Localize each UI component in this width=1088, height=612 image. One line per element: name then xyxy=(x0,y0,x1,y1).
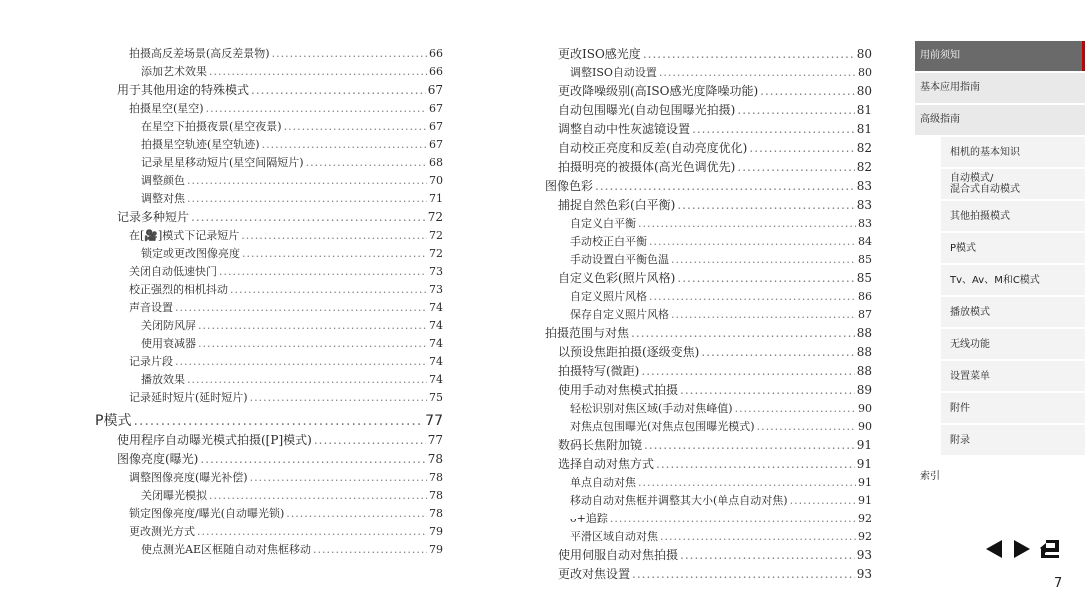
toc-entry-page: 78 xyxy=(429,507,443,520)
toc-entry-title: 选择自动对焦方式 xyxy=(558,457,655,471)
toc-entry[interactable] xyxy=(545,269,872,288)
toc-entry[interactable] xyxy=(545,82,872,101)
toc-leader-dots xyxy=(641,362,854,381)
toc-entry[interactable] xyxy=(95,353,443,371)
page-number: 7 xyxy=(1054,576,1063,591)
toc-leader-dots xyxy=(187,190,427,208)
toc-entry-title: 记录片段 xyxy=(129,355,173,368)
sidebar-item[interactable] xyxy=(941,265,1085,297)
toc-entry[interactable] xyxy=(95,487,443,505)
toc-leader-dots xyxy=(735,400,856,418)
toc-entry-page: 68 xyxy=(429,156,443,169)
toc-entry-title: 更改ISO感光度 xyxy=(558,47,641,61)
toc-leader-dots xyxy=(133,407,423,431)
toc-entry-page: 93 xyxy=(856,567,872,581)
sidebar-item-label: 用前须知 xyxy=(920,50,960,61)
toc-entry-page: 92 xyxy=(858,530,872,543)
toc-entry-title: 使点测光AE区框随自动对焦框移动 xyxy=(141,543,311,556)
toc-entry-page: 74 xyxy=(429,301,443,314)
toc-entry-title: 记录多种短片 xyxy=(117,210,190,224)
toc-entry-page: 92 xyxy=(858,512,872,525)
toc-entry[interactable] xyxy=(545,324,872,343)
toc-leader-dots xyxy=(671,306,856,324)
toc-entry-page: 91 xyxy=(858,476,872,489)
toc-entry[interactable] xyxy=(95,450,443,469)
toc-entry-title: ᴗ+追踪 xyxy=(570,512,608,525)
toc-entry-title: 以预设焦距拍摄(逐级变焦) xyxy=(558,345,700,359)
toc-leader-dots xyxy=(313,541,427,559)
toc-leader-dots xyxy=(198,335,427,353)
toc-leader-dots xyxy=(197,523,427,541)
toc-entry-page: 74 xyxy=(429,319,443,332)
toc-entry[interactable] xyxy=(545,251,872,269)
toc-leader-dots xyxy=(680,546,855,565)
toc-leader-dots xyxy=(187,371,427,389)
toc-entry-title: 在[🎥]模式下记录短片 xyxy=(129,229,240,242)
toc-entry-page: 85 xyxy=(858,253,872,266)
toc-entry-page: 78 xyxy=(429,471,443,484)
sidebar-item[interactable] xyxy=(915,41,1085,73)
toc-entry-title: 调整自动中性灰滤镜设置 xyxy=(558,122,691,136)
toc-entry-title: 捕捉自然色彩(白平衡) xyxy=(558,198,676,212)
toc-entry-title: 移动自动对焦框并调整其大小(单点自动对焦) xyxy=(570,494,788,507)
toc-entry-page: 72 xyxy=(429,229,443,242)
toc-entry[interactable] xyxy=(95,81,443,100)
sidebar-item[interactable] xyxy=(941,169,1085,201)
sidebar-item-label: 基本应用指南 xyxy=(920,82,980,93)
toc-entry[interactable] xyxy=(95,317,443,335)
toc-entry-title: 图像亮度(曝光) xyxy=(117,452,199,466)
toc-entry-page: 80 xyxy=(856,47,872,61)
toc-entry-page: 70 xyxy=(429,174,443,187)
toc-entry-title: 锁定或更改图像亮度 xyxy=(141,247,240,260)
sidebar-item[interactable] xyxy=(915,105,1085,137)
toc-entry[interactable] xyxy=(545,196,872,215)
sidebar-item-label: P模式 xyxy=(950,242,977,254)
toc-entry-title: 图像色彩 xyxy=(545,179,594,193)
toc-entry-title: 使用程序自动曝光模式拍摄([P]模式) xyxy=(117,433,312,447)
toc-entry[interactable] xyxy=(95,136,443,154)
toc-entry-page: 67 xyxy=(429,120,443,133)
sidebar-item[interactable] xyxy=(941,233,1085,265)
next-page-icon[interactable] xyxy=(1010,537,1034,561)
toc-entry-page: 82 xyxy=(856,160,872,174)
toc-entry-page: 78 xyxy=(427,452,443,466)
toc-entry[interactable] xyxy=(95,227,443,245)
toc-entry-page: 91 xyxy=(856,438,872,452)
sidebar-item-label: 附录 xyxy=(950,434,970,446)
toc-entry-title: 手动校正白平衡 xyxy=(570,235,647,248)
toc-leader-dots xyxy=(209,487,427,505)
toc-entry-title: 关闭自动低速快门 xyxy=(129,265,217,278)
page-navigation xyxy=(982,537,1062,561)
toc-leader-dots xyxy=(677,269,854,288)
chapter-sidebar xyxy=(915,41,1085,493)
toc-leader-dots xyxy=(749,139,854,158)
toc-leader-dots xyxy=(643,45,855,64)
toc-entry-page: 93 xyxy=(856,548,872,562)
toc-leader-dots xyxy=(701,343,854,362)
toc-leader-dots xyxy=(175,353,427,371)
toc-entry-page: 78 xyxy=(429,489,443,502)
toc-entry[interactable] xyxy=(545,400,872,418)
toc-entry-title: 自定义照片风格 xyxy=(570,290,647,303)
toc-entry[interactable] xyxy=(545,288,872,306)
toc-leader-dots xyxy=(595,177,855,196)
toc-entry-title: 调整颜色 xyxy=(141,174,185,187)
toc-leader-dots xyxy=(206,100,427,118)
toc-entry[interactable] xyxy=(95,389,443,407)
toc-leader-dots xyxy=(284,118,427,136)
toc-leader-dots xyxy=(198,317,427,335)
toc-entry-page: 82 xyxy=(856,141,872,155)
toc-entry-page: 83 xyxy=(858,217,872,230)
toc-leader-dots xyxy=(191,208,426,227)
toc-entry[interactable] xyxy=(95,118,443,136)
toc-entry-page: 89 xyxy=(856,383,872,397)
toc-entry-title: 使用伺服自动对焦拍摄 xyxy=(558,548,679,562)
toc-entry-page: 66 xyxy=(429,65,443,78)
toc-entry-title: 拍摄范围与对焦 xyxy=(545,326,630,340)
toc-entry-title: 拍摄特写(微距) xyxy=(558,364,640,378)
toc-entry[interactable] xyxy=(545,528,872,546)
sidebar-item-label: 无线功能 xyxy=(950,338,990,350)
sidebar-item-label: 高级指南 xyxy=(920,114,960,125)
toc-entry-title: 记录延时短片(延时短片) xyxy=(129,391,248,404)
toc-entry-title: 拍摄明亮的被摄体(高光色调优先) xyxy=(558,160,736,174)
toc-entry-title: 调整对焦 xyxy=(141,192,185,205)
toc-leader-dots xyxy=(677,196,854,215)
toc-entry[interactable] xyxy=(545,158,872,177)
toc-entry-title: 添加艺术效果 xyxy=(141,65,207,78)
toc-entry-page: 84 xyxy=(858,235,872,248)
toc-entry-title: 锁定图像亮度/曝光(自动曝光锁) xyxy=(129,507,285,520)
toc-entry[interactable] xyxy=(95,431,443,450)
sidebar-item[interactable] xyxy=(915,73,1085,105)
toc-entry[interactable] xyxy=(95,245,443,263)
sidebar-item[interactable] xyxy=(941,137,1085,169)
toc-leader-dots xyxy=(230,281,427,299)
toc-leader-dots xyxy=(262,136,427,154)
toc-entry-title: 更改测光方式 xyxy=(129,525,195,538)
toc-entry[interactable] xyxy=(545,565,872,584)
toc-entry[interactable] xyxy=(95,335,443,353)
toc-entry[interactable] xyxy=(545,510,872,528)
toc-entry[interactable] xyxy=(545,362,872,381)
toc-entry-page: 74 xyxy=(429,355,443,368)
toc-leader-dots xyxy=(610,510,856,528)
toc-leader-dots xyxy=(286,505,427,523)
toc-entry-title: 单点自动对焦 xyxy=(570,476,636,489)
toc-entry-title: 更改对焦设置 xyxy=(558,567,631,581)
toc-entry[interactable] xyxy=(545,306,872,324)
toc-leader-dots xyxy=(200,450,425,469)
toc-entry[interactable] xyxy=(95,100,443,118)
toc-leader-dots xyxy=(251,81,426,100)
sidebar-item-label: 播放模式 xyxy=(950,306,990,318)
toc-leader-dots xyxy=(250,389,427,407)
toc-entry-title: 更改降噪级别(高ISO感光度降噪功能) xyxy=(558,84,759,98)
toc-entry[interactable] xyxy=(545,101,872,120)
toc-entry[interactable] xyxy=(545,546,872,565)
prev-page-icon[interactable] xyxy=(982,537,1006,561)
toc-leader-dots xyxy=(219,263,427,281)
toc-entry[interactable] xyxy=(95,263,443,281)
toc-entry-page: 88 xyxy=(856,345,872,359)
toc-entry-page: 67 xyxy=(427,83,443,97)
toc-entry-page: 66 xyxy=(429,47,443,60)
toc-entry-page: 90 xyxy=(858,420,872,433)
toc-leader-dots xyxy=(692,120,855,139)
sidebar-item-label: 相机的基本知识 xyxy=(950,146,1020,158)
toc-entry-page: 75 xyxy=(429,391,443,404)
sidebar-item-label: 设置菜单 xyxy=(950,370,990,382)
toc-entry[interactable] xyxy=(95,505,443,523)
toc-entry-title: 校正强烈的相机抖动 xyxy=(129,283,228,296)
toc-entry-page: 77 xyxy=(425,413,443,429)
toc-entry[interactable] xyxy=(545,64,872,82)
toc-entry-title: 自动包围曝光(自动包围曝光拍摄) xyxy=(558,103,736,117)
toc-entry-page: 72 xyxy=(427,210,443,224)
toc-entry[interactable] xyxy=(545,455,872,474)
toc-leader-dots xyxy=(757,418,856,436)
toc-entry-title: P模式 xyxy=(95,413,132,429)
sidebar-item-label: 附件 xyxy=(950,402,970,414)
toc-entry-title: 保存自定义照片风格 xyxy=(570,308,669,321)
sidebar-item-label: 索引 xyxy=(920,471,940,482)
toc-entry-title: 轻松识别对焦区域(手动对焦峰值) xyxy=(570,402,733,415)
toc-entry-title: 调整图像亮度(曝光补偿) xyxy=(129,471,248,484)
toc-entry-title: 拍摄星空轨迹(星空轨迹) xyxy=(141,138,260,151)
toc-entry-page: 73 xyxy=(429,265,443,278)
toc-entry-title: 手动设置白平衡色温 xyxy=(570,253,669,266)
toc-leader-dots xyxy=(656,455,855,474)
return-icon[interactable] xyxy=(1038,537,1062,561)
toc-entry-page: 77 xyxy=(427,433,443,447)
toc-leader-dots xyxy=(187,172,427,190)
toc-entry[interactable] xyxy=(545,436,872,455)
toc-leader-dots xyxy=(737,158,854,177)
toc-entry-page: 79 xyxy=(429,525,443,538)
toc-entry-title: 自定义色彩(照片风格) xyxy=(558,271,676,285)
toc-entry-page: 81 xyxy=(856,122,872,136)
toc-entry-page: 73 xyxy=(429,283,443,296)
sidebar-item[interactable] xyxy=(915,461,1085,493)
toc-entry-title: 关闭曝光模拟 xyxy=(141,489,207,502)
toc-entry[interactable] xyxy=(545,120,872,139)
toc-entry[interactable] xyxy=(545,177,872,196)
toc-leader-dots xyxy=(659,64,856,82)
toc-entry-page: 85 xyxy=(856,271,872,285)
toc-entry-page: 71 xyxy=(429,192,443,205)
toc-entry[interactable] xyxy=(95,63,443,81)
toc-entry-title: 记录星星移动短片(星空间隔短片) xyxy=(141,156,304,169)
toc-entry-title: 自动校正亮度和反差(自动亮度优化) xyxy=(558,141,748,155)
toc-entry[interactable] xyxy=(545,418,872,436)
toc-entry-page: 67 xyxy=(429,138,443,151)
sidebar-item-label: 其他拍摄模式 xyxy=(950,210,1010,222)
toc-entry[interactable] xyxy=(545,233,872,251)
toc-entry-page: 74 xyxy=(429,373,443,386)
toc-entry-page: 81 xyxy=(856,103,872,117)
sidebar-item-label: Tv、Av、M和C模式 xyxy=(950,274,1040,286)
sidebar-item-label: 自动模式/ 混合式自动模式 xyxy=(950,173,1020,195)
toc-entry-page: 80 xyxy=(858,66,872,79)
toc-leader-dots xyxy=(790,492,856,510)
toc-entry-page: 83 xyxy=(856,179,872,193)
toc-leader-dots xyxy=(272,45,427,63)
toc-entry-page: 86 xyxy=(858,290,872,303)
toc-entry-title: 播放效果 xyxy=(141,373,185,386)
toc-entry[interactable] xyxy=(545,343,872,362)
toc-entry-page: 88 xyxy=(856,326,872,340)
toc-leader-dots xyxy=(649,288,856,306)
sidebar-item[interactable] xyxy=(941,201,1085,233)
toc-entry-page: 74 xyxy=(429,337,443,350)
toc-leader-dots xyxy=(638,474,856,492)
toc-entry-title: 对焦点包围曝光(对焦点包围曝光模式) xyxy=(570,420,755,433)
sidebar-item[interactable] xyxy=(941,361,1085,393)
toc-entry-page: 83 xyxy=(856,198,872,212)
toc-entry-title: 在星空下拍摄夜景(星空夜景) xyxy=(141,120,282,133)
toc-entry[interactable] xyxy=(95,190,443,208)
toc-entry-page: 91 xyxy=(856,457,872,471)
sidebar-item[interactable] xyxy=(941,297,1085,329)
toc-entry-title: 用于其他用途的特殊模式 xyxy=(117,83,250,97)
toc-entry[interactable] xyxy=(545,139,872,158)
sidebar-item[interactable] xyxy=(941,393,1085,425)
toc-leader-dots xyxy=(175,299,427,317)
toc-leader-dots xyxy=(737,101,854,120)
toc-entry[interactable] xyxy=(95,281,443,299)
sidebar-item[interactable] xyxy=(941,425,1085,457)
toc-leader-dots xyxy=(241,227,427,245)
toc-entry-title: 使用衰减器 xyxy=(141,337,196,350)
toc-entry-title: 拍摄星空(星空) xyxy=(129,102,204,115)
toc-entry-title: 自定义白平衡 xyxy=(570,217,636,230)
toc-entry-page: 72 xyxy=(429,247,443,260)
toc-entry[interactable] xyxy=(545,492,872,510)
toc-entry-title: 声音设置 xyxy=(129,301,173,314)
toc-leader-dots xyxy=(649,233,856,251)
toc-entry-page: 91 xyxy=(858,494,872,507)
toc-entry[interactable] xyxy=(95,172,443,190)
toc-entry[interactable] xyxy=(95,299,443,317)
toc-entry-title: 数码长焦附加镜 xyxy=(558,438,643,452)
toc-entry-title: 使用手动对焦模式拍摄 xyxy=(558,383,679,397)
toc-leader-dots xyxy=(680,381,855,400)
toc-entry-page: 90 xyxy=(858,402,872,415)
toc-entry[interactable] xyxy=(545,45,872,64)
toc-entry[interactable] xyxy=(95,523,443,541)
toc-entry[interactable] xyxy=(95,407,443,431)
toc-entry[interactable] xyxy=(545,381,872,400)
toc-leader-dots xyxy=(314,431,426,450)
toc-leader-dots xyxy=(660,528,856,546)
toc-entry-page: 87 xyxy=(858,308,872,321)
toc-entry[interactable] xyxy=(95,371,443,389)
toc-leader-dots xyxy=(306,154,427,172)
toc-entry[interactable] xyxy=(95,469,443,487)
toc-leader-dots xyxy=(209,63,427,81)
toc-entry-page: 88 xyxy=(856,364,872,378)
toc-entry-page: 80 xyxy=(856,84,872,98)
toc-column-right xyxy=(545,45,872,584)
toc-leader-dots xyxy=(242,245,427,263)
toc-entry[interactable] xyxy=(95,208,443,227)
toc-entry[interactable] xyxy=(545,474,872,492)
toc-entry-page: 67 xyxy=(429,102,443,115)
toc-leader-dots xyxy=(671,251,856,269)
toc-leader-dots xyxy=(632,565,855,584)
toc-entry[interactable] xyxy=(95,154,443,172)
toc-leader-dots xyxy=(760,82,855,101)
toc-entry-title: 调整ISO自动设置 xyxy=(570,66,657,79)
toc-column-left xyxy=(95,45,443,559)
toc-leader-dots xyxy=(638,215,856,233)
toc-entry-title: 关闭防风屏 xyxy=(141,319,196,332)
toc-entry-title: 拍摄高反差场景(高反差景物) xyxy=(129,47,270,60)
sidebar-item[interactable] xyxy=(941,329,1085,361)
toc-leader-dots xyxy=(631,324,855,343)
toc-entry-title: 平滑区域自动对焦 xyxy=(570,530,658,543)
toc-entry-page: 79 xyxy=(429,543,443,556)
toc-entry[interactable] xyxy=(545,215,872,233)
toc-entry[interactable] xyxy=(95,541,443,559)
toc-leader-dots xyxy=(644,436,855,455)
toc-entry[interactable] xyxy=(95,45,443,63)
toc-leader-dots xyxy=(250,469,427,487)
